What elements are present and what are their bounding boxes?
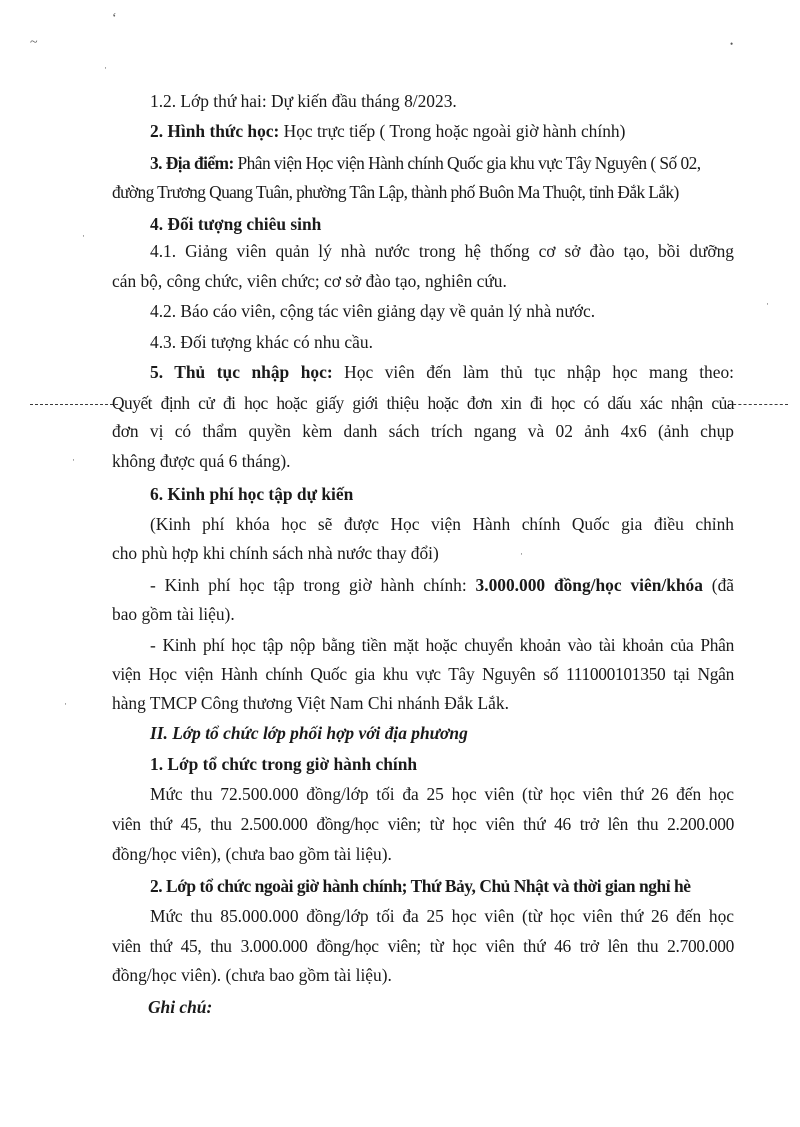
line-9 xyxy=(150,331,734,353)
text: - Kinh phí học tập trong giờ hành chính: xyxy=(150,575,476,595)
scan-speck: · xyxy=(64,699,67,709)
line-15 xyxy=(150,513,734,535)
section-5-heading xyxy=(150,361,734,383)
bold-label: 3. Địa điểm: xyxy=(150,153,234,173)
section-II-heading xyxy=(150,722,734,744)
bold-label: 1. Lớp tổ chức trong giờ hành chính xyxy=(150,754,418,774)
text: 1.2. Lớp thứ hai: Dự kiến đầu tháng 8/2023. xyxy=(150,91,457,111)
line-4 xyxy=(112,181,734,203)
text: 4.2. Báo cáo viên, cộng tác viên giảng dạy về quản lý nhà nước. xyxy=(150,301,596,321)
text: đồng/học viên), (chưa bao gồm tài liệu). xyxy=(112,844,392,864)
bold-label: 4. Đối tượng chiêu sinh xyxy=(150,214,322,234)
scan-speck: • xyxy=(730,39,734,49)
line-1 xyxy=(150,90,734,112)
text: viên thứ 45, thu 3.000.000 đồng/học viên; từ học viên thứ 46 trở lên thu 2.700.000 xyxy=(112,936,734,956)
text: Quyết định cử đi học hoặc giấy giới thiệu hoặc đơn xin đi học có dấu xác nhận của xyxy=(112,393,734,413)
line-12 xyxy=(112,420,734,442)
section-3-heading xyxy=(150,152,734,174)
text: cho phù hợp khi chính sách nhà nước thay đổi) xyxy=(112,543,439,563)
line-26 xyxy=(112,843,734,865)
line-30 xyxy=(112,964,734,986)
scan-dashed-line-right xyxy=(728,404,788,405)
scan-speck: ~ xyxy=(30,35,38,50)
line-11 xyxy=(112,392,734,414)
scan-speck: · xyxy=(82,231,85,241)
text: (đã xyxy=(702,575,734,595)
text: Học trực tiếp ( Trong hoặc ngoài giờ hành chính) xyxy=(279,121,626,141)
text: Phân viện Học viện Hành chính Quốc gia khu vực Tây Nguyên ( Số 02, xyxy=(233,153,701,173)
scan-speck: · xyxy=(766,299,769,309)
line-6 xyxy=(150,240,734,262)
text: 4.1. Giảng viên quản lý nhà nước trong hệ thống cơ sở đào tạo, bồi dưỡng xyxy=(150,241,734,261)
bold-label: 6. Kinh phí học tập dự kiến xyxy=(150,484,354,504)
text: cán bộ, công chức, viên chức; cơ sở đào tạo, nghiên cứu. xyxy=(112,271,507,291)
scan-speck: ‘ xyxy=(112,11,117,26)
text: Học viên đến làm thủ tục nhập học mang theo: xyxy=(332,362,734,382)
bold-label: 2. Lớp tổ chức ngoài giờ hành chính; Thứ Bảy, Chủ Nhật và thời gian nghỉ hè xyxy=(150,876,691,896)
text: bao gồm tài liệu). xyxy=(112,604,235,624)
text: đường Trương Quang Tuân, phường Tân Lập, thành phố Buôn Ma Thuột, tỉnh Đắk Lắk) xyxy=(112,182,679,202)
section-2-heading xyxy=(150,120,734,142)
subsection-2-heading xyxy=(150,875,734,897)
line-17 xyxy=(150,574,734,596)
scan-speck: · xyxy=(72,455,75,465)
line-18 xyxy=(112,603,734,625)
bold-label: 5. Thủ tục nhập học: xyxy=(150,362,333,382)
subsection-1-heading xyxy=(150,753,734,775)
text: 4.3. Đối tượng khác có nhu cầu. xyxy=(150,332,373,352)
text: đơn vị có thẩm quyền kèm danh sách trích ngang và 02 ảnh 4x6 (ảnh chụp xyxy=(112,421,734,441)
line-28 xyxy=(150,905,734,927)
line-25 xyxy=(112,813,734,835)
text: hàng TMCP Công thương Việt Nam Chi nhánh Đắk Lắk. xyxy=(112,693,509,713)
text: viên thứ 45, thu 2.500.000 đồng/học viên; từ học viên thứ 46 trở lên thu 2.200.000 xyxy=(112,814,734,834)
section-6-heading xyxy=(150,483,734,505)
text: không được quá 6 tháng). xyxy=(112,451,291,471)
line-19 xyxy=(150,634,734,656)
scan-dashed-line-left xyxy=(30,404,118,405)
text: - Kinh phí học tập nộp bằng tiền mặt hoặc chuyển khoản vào tài khoản của Phân xyxy=(150,635,734,655)
bold-label: 2. Hình thức học: xyxy=(150,121,280,141)
text: (Kinh phí khóa học sẽ được Học viện Hành chính Quốc gia điều chỉnh xyxy=(150,514,734,534)
bold-amount: 3.000.000 đồng/học viên/khóa xyxy=(475,575,703,595)
line-21 xyxy=(112,692,734,714)
bold-italic-heading: II. Lớp tổ chức lớp phối hợp với địa phương xyxy=(150,723,468,743)
line-8 xyxy=(150,300,734,322)
note-heading xyxy=(148,996,770,1018)
line-16 xyxy=(112,542,734,564)
bold-italic-heading: Ghi chú: xyxy=(148,997,213,1017)
line-20 xyxy=(112,663,734,685)
line-13 xyxy=(112,450,734,472)
line-29 xyxy=(112,935,734,957)
line-24 xyxy=(150,783,734,805)
line-7 xyxy=(112,270,734,292)
scan-speck: · xyxy=(520,549,523,559)
text: đồng/học viên). (chưa bao gồm tài liệu). xyxy=(112,965,392,985)
section-4-heading xyxy=(150,213,734,235)
text: Mức thu 72.500.000 đồng/lớp tối đa 25 học viên (từ học viên thứ 26 đến học xyxy=(150,784,734,804)
text: viện Học viện Hành chính Quốc gia khu vực Tây Nguyên số 111000101350 tại Ngân xyxy=(112,664,734,684)
text: Mức thu 85.000.000 đồng/lớp tối đa 25 học viên (từ học viên thứ 26 đến học xyxy=(150,906,734,926)
scan-speck: · xyxy=(104,63,107,73)
